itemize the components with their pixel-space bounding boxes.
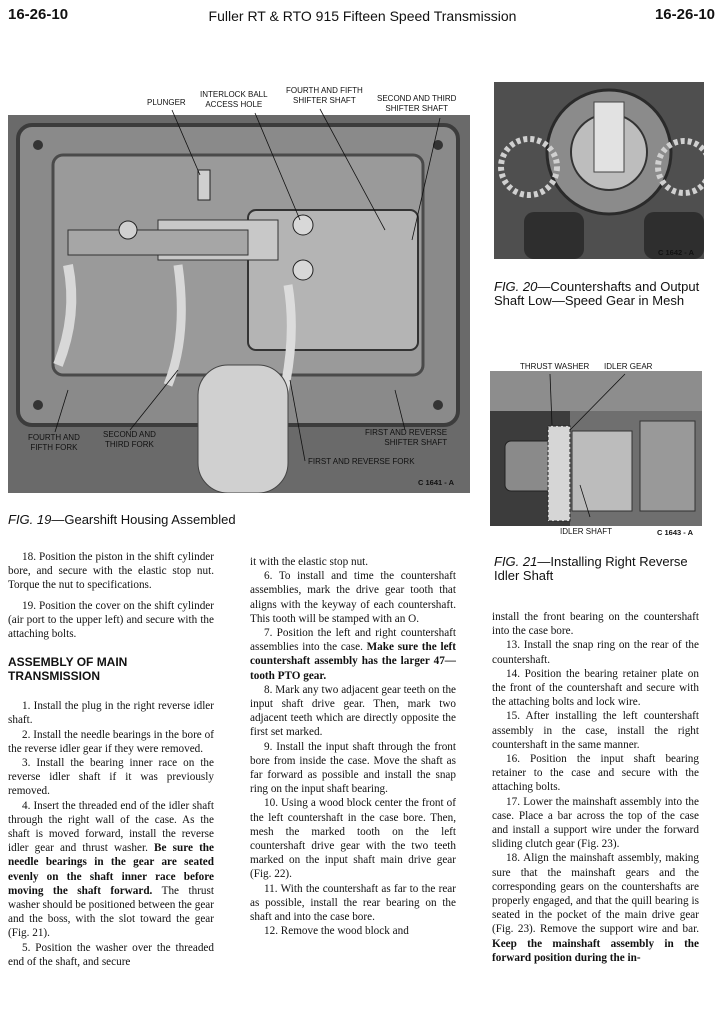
fig20-caption-text: —Countershafts and Output Shaft Low—Speed Gear in Mesh xyxy=(494,279,700,308)
step-18-shift-cylinder: 18. Position the piston in the shift cylinder bore, and secure with the elastic stop nut. Torque the nut to specifications. xyxy=(8,551,214,592)
fig19-caption xyxy=(8,512,236,527)
fig20-caption xyxy=(494,280,709,308)
step-12-cont: install the front bearing on the countershaft into the case bore. xyxy=(492,611,699,638)
fig21-code: C 1643 - A xyxy=(657,528,693,537)
step-15: 15. After installing the left countershaft assembly in the case, install the right countershaft in the same manner. xyxy=(492,710,699,751)
text-column-2 xyxy=(250,555,456,938)
fig20-code: C 1642 - A xyxy=(658,248,694,257)
step-10: 10. Using a wood block center the front of the left countershaft in the case bore. Then, mesh the marked tooth on the left countershaft drive gear with the two teeth marked on the input shaft main drive gear (Fig. 22). xyxy=(250,797,456,881)
step-5: 5. Position the washer over the threaded end of the shaft, and secure xyxy=(8,941,214,968)
step-12: 12. Remove the wood block and xyxy=(264,925,409,938)
page-number-left: 16-26-10 xyxy=(8,6,69,23)
countershaft-gear-illustration xyxy=(494,82,704,259)
label-fourth-fifth-shifter-shaft: FOURTH AND FIFTH SHIFTER SHAFT xyxy=(286,86,363,105)
step-3: 3. Install the bearing inner race on the reverse idler shaft if it was previously removed. xyxy=(8,757,214,798)
step-13: 13. Install the snap ring on the rear of the countershaft. xyxy=(492,639,699,666)
label-first-reverse-fork: FIRST AND REVERSE FORK xyxy=(308,457,415,466)
label-idler-gear: IDLER GEAR xyxy=(604,362,653,371)
step-18-mainshaft xyxy=(492,851,699,965)
step-4-text: 4. Insert the threaded end of the idler shaft through the right wall of the case. As the shaft is moved forward, install the reverse idler gear and thrust washer. xyxy=(8,799,214,855)
label-thrust-washer: THRUST WASHER xyxy=(520,362,590,371)
fig21-caption-text: —Installing Right Reverse Idler Shaft xyxy=(494,554,688,583)
running-title: Fuller RT & RTO 915 Fifteen Speed Transmission xyxy=(208,8,517,24)
label-first-reverse-shifter-shaft: FIRST AND REVERSE SHIFTER SHAFT xyxy=(365,428,448,447)
step-6: 6. To install and time the countershaft assemblies, mark the drive gear tooth that aligns with the keyway of each countershaft. This tooth will be stamped with an O. xyxy=(250,570,456,625)
fig19-caption-number: FIG. 19 xyxy=(8,512,52,527)
label-interlock-ball: INTERLOCK BALL ACCESS HOLE xyxy=(200,90,268,109)
step-4 xyxy=(8,799,214,941)
fig19-code: C 1641 - A xyxy=(418,478,454,487)
fig21-caption-number: FIG. 21 xyxy=(494,554,538,569)
step-9: 9. Install the input shaft through the front bore from inside the case. Move the shaft as far forward as possible and install the snap ring on the input shaft bearing. xyxy=(250,740,456,796)
step-18-warning: Keep the mainshaft assembly in the forward position during the in- xyxy=(492,937,699,964)
step-8: 8. Mark any two adjacent gear teeth on the input shaft drive gear. Then, mark two adjacent teeth which are directly opposite the first set marked. xyxy=(250,683,456,739)
label-idler-shaft: IDLER SHAFT xyxy=(560,527,613,536)
step-2: 2. Install the needle bearings in the bore of the reverse idler gear if they were removed. xyxy=(8,728,214,755)
step-16: 16. Position the input shaft bearing retainer to the case and secure with the attaching bolts. xyxy=(492,753,699,794)
section-heading-assembly: ASSEMBLY OF MAIN TRANSMISSION xyxy=(8,655,128,684)
fig21-caption xyxy=(494,555,694,583)
step-18-text: 18. Align the mainshaft assembly, making sure that the mainshaft gears and the corresponding gears on the countershafts are properly engaged, and that the quill bearing is seated in the pocket of the main drive gear (Fig. 23). Remove the support wire and bar. xyxy=(492,852,699,936)
step-4-text-cont: The thrust washer should be positioned between the gear and the boss, with the slot toward the gear (Fig. 21). xyxy=(8,884,214,940)
fig19-caption-text: —Gearshift Housing Assembled xyxy=(51,512,236,527)
step-11: 11. With the countershaft as far to the rear as possible, install the rear bearing on the shaft and into the case bore. xyxy=(250,882,456,924)
label-plunger: PLUNGER xyxy=(147,98,186,107)
step-14: 14. Position the bearing retainer plate on the front of the countershaft and secure with the attaching bolts and lock wire. xyxy=(492,667,699,709)
step-7 xyxy=(250,626,456,683)
page-number-right: 16-26-10 xyxy=(654,6,715,23)
step-19-cover: 19. Position the cover on the shift cylinder (air port to the upper left) and secure with the attaching bolts. xyxy=(8,599,214,641)
fig20-caption-number: FIG. 20 xyxy=(494,279,538,294)
step-1: 1. Install the plug in the right reverse idler shaft. xyxy=(8,700,214,727)
step-4-warning: Be sure the needle bearings in the gear are seated evenly on the shaft inner race before moving the shaft forward. xyxy=(8,842,214,897)
fig21-leader-lines xyxy=(480,365,720,535)
text-column-1 xyxy=(8,550,214,969)
step-17: 17. Lower the mainshaft assembly into the case. Place a bar across the top of the case and install a support wire under the forward sliding clutch gear (Fig. 23). xyxy=(492,795,699,851)
label-fourth-fifth-fork: FOURTH AND FIFTH FORK xyxy=(28,433,80,452)
step-5-cont: it with the elastic stop nut. xyxy=(250,556,369,568)
step-7-text: 7. Position the left and right countershaft assemblies into the case. xyxy=(250,627,456,654)
label-second-third-fork: SECOND AND THIRD FORK xyxy=(103,430,156,449)
fig20-photo xyxy=(494,82,704,259)
text-column-3 xyxy=(492,610,699,965)
step-7-warning: Make sure the left countershaft assembly has the larger 47—tooth PTO gear. xyxy=(250,641,456,682)
label-second-third-shifter-shaft: SECOND AND THIRD SHIFTER SHAFT xyxy=(377,94,457,113)
